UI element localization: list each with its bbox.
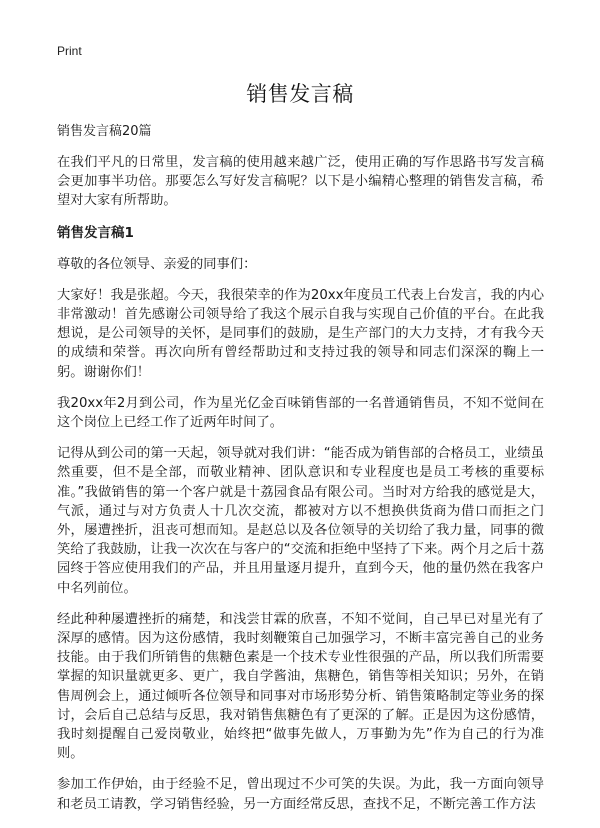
page-title: 销售发言稿 (246, 82, 354, 106)
body-paragraph: 记得从到公司的第一天起，领导就对我们讲：“能否成为销售部的合格员工，业绩虽然重要，但不是全部，而敬业精神、团队意识和专业程度也是员工考核的重要标准。”我做销售的第一个客户就是十荔园食品有限公司。当时对方给我的感觉是大，气派，通过与对方负责人十几次交流，都被对方以不想换供货商为借口而拒之门外，屡遭挫折，沮丧可想而知。是赵总以及各位领导的关切给了我力量，同事的微笑给了我鼓励，让我一次次在与客户的“交流和拒绝中坚持了下来。两个月之后十荔园终于答应使用我们的产品，并且用量逐月提升，直到今天，他的量仍然在我客户中名列前位。 (57, 446, 544, 596)
intro-paragraph: 在我们平凡的日常里，发言稿的使用越来越广泛，使用正确的写作思路书写发言稿会更加事半功倍。那要怎么写好发言稿呢？以下是小编精心整理的销售发言稿，希望对大家有所帮助。 (57, 155, 544, 209)
document-body (57, 122, 544, 826)
section-heading: 销售发言稿1 (57, 224, 134, 241)
body-paragraph: 我20xx年2月到公司，作为星光亿金百味销售部的一名普通销售员，不知不觉间在这个岗位上已经工作了近两年时间了。 (57, 395, 544, 431)
document-subtitle: 销售发言稿20篇 (57, 124, 152, 139)
body-paragraph: 经此种种屡遭挫折的痛楚，和浅尝甘霖的欣喜，不知不觉间，自己早已对星光有了深厚的感情。因为这份感情，我时刻鞭策自己加强学习，不断丰富完善自己的业务技能。由于我们所销售的焦糖色素是一个技术专业性很强的产品，所以我们所需要掌握的知识量就更多、更广，我自学酱油，焦糖色，销售等相关知识；另外，在销售周例会上，通过倾听各位领导和同事对市场形势分析、销售策略制定等业务的探讨，会后自己总结与反思，我对销售焦糖色有了更深的了解。正是因为这份感情，我时刻提醒自己爱岗敬业，始终把“做事先做人，万事勤为先”作为自己的行为准则。 (57, 611, 544, 762)
print-link[interactable]: Print (57, 44, 82, 58)
body-paragraph: 大家好！我是张超。今天，我很荣幸的作为20xx年度员工代表上台发言，我的内心非常激动！首先感谢公司领导给了我这个展示自我与实现自己价值的平台。在此我想说，是公司领导的关怀，是同事们的鼓励，是生产部门的大力支持，才有我今天的成绩和荣誉。再次向所有曾经帮助过和支持过我的领导和同志们深深的鞠上一躬。谢谢你们！ (57, 287, 544, 380)
body-paragraph: 参加工作伊始，由于经验不足，曾出现过不少可笑的失误。为此，我一方面向领导和老员工请教，学习销售经验，另一方面经常反思，查找不足，不断完善工作方法 (57, 777, 544, 812)
salutation-paragraph: 尊敬的各位领导、亲爱的同事们： (57, 256, 257, 272)
